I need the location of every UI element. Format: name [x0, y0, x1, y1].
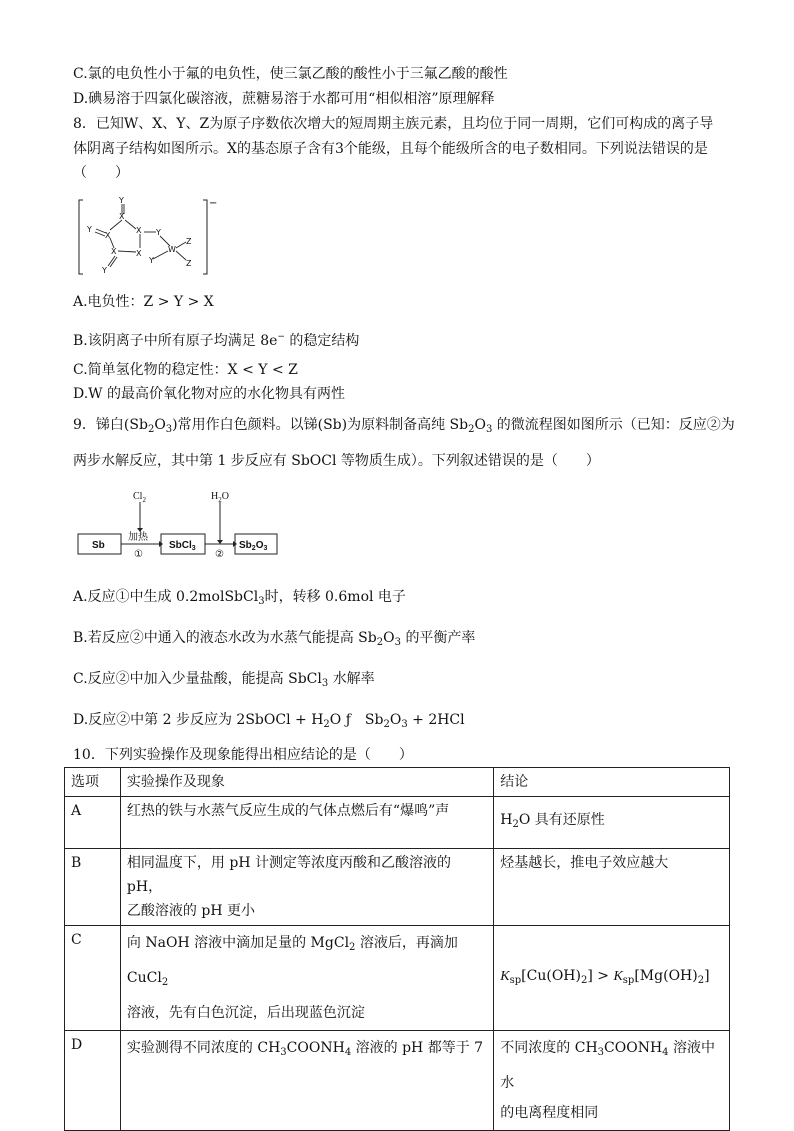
- reagent-cl2: $Cl_2$: [133, 491, 146, 504]
- atom-y-bottom: Y: [149, 256, 154, 265]
- row-c-option: C: [65, 926, 121, 1031]
- q9-stem-line1: 9．锑白$(Sb_2O_3)$常用作白色颜料。以锑(Sb)为原料制备高纯 $Sb_2O_3$ 的微流程图如图所示（已知：反应②为: [73, 417, 735, 435]
- reagent-h2o: $H_2O$: [211, 491, 229, 504]
- row-d-conclusion: 不同浓度的 $CH_3COONH_4$ 溶液中水 的电离程度相同: [494, 1031, 730, 1131]
- step-1-label: ①: [134, 549, 143, 560]
- left-bracket: [79, 200, 83, 274]
- sb-process-flowchart: [75, 485, 280, 560]
- q9-option-b: B.若反应②中通入的液态水改为水蒸气能提高 $Sb_2O_3$ 的平衡产率: [73, 630, 476, 648]
- right-bracket: [203, 200, 207, 274]
- q8-stem-line1: 8．已知W、X、Y、Z为原子序数依次增大的短周期主族元素，且均位于同一周期，它们可构成的离子导: [73, 116, 714, 132]
- row-c-operation: 向 NaOH 溶液中滴加足量的 MgCl$_2$ 溶液后，再滴加 CuCl$_2$ 溶液，先有白色沉淀，后出现蓝色沉淀: [120, 926, 493, 1031]
- table-header-row: [65, 768, 730, 797]
- row-d-option: D: [65, 1031, 121, 1131]
- row-b-conclusion: 烃基越长，推电子效应越大: [494, 849, 730, 926]
- atom-y-bottom-left: Y: [102, 266, 107, 275]
- box-sb2o3-label: $Sb_2O_3$: [239, 540, 268, 552]
- atom-x-left: X: [105, 231, 111, 240]
- row-a-conclusion: $H_2O$ 具有还原性: [494, 797, 730, 849]
- atom-x-mid: X: [136, 249, 142, 258]
- q8-stem-line2: 体阴离子结构如图所示。X的基态原子含有3个能级，且每个能级所含的电子数相同。下列说法错误的是: [73, 141, 708, 157]
- q10-stem: 10．下列实验操作及现象能得出相应结论的是（ ）: [73, 747, 413, 763]
- atom-x-top: X: [119, 212, 125, 221]
- atom-z-upper: Z: [186, 237, 192, 246]
- box-sb-label: Sb: [92, 540, 105, 551]
- q8-option-d: D.W 的最高价氧化物对应的水化物具有两性: [73, 386, 346, 402]
- q9-option-d: D.反应②中第 2 步反应为 2SbOCl + $H_2O$ ƒ $Sb_2O_3 + 2HCl$: [73, 712, 465, 730]
- header-operation: 实验操作及现象: [120, 768, 493, 797]
- atom-x-bottom: X: [111, 247, 117, 256]
- condition-heat: 加热: [128, 532, 148, 543]
- atom-y-right: Y: [156, 228, 161, 237]
- q9-option-c: C.反应②中加入少量盐酸，能提高 SbCl$_3$ 水解率: [73, 671, 375, 689]
- row-c-conclusion: $K_{sp}[Cu(OH)_2] > K_{sp}[Mg(OH)_2]$: [494, 926, 730, 1031]
- atom-x-right: X: [136, 226, 142, 235]
- q8-option-a: A.电负性：Z > Y > X: [73, 294, 214, 310]
- box-sbcl3-label: SbCl$_3$: [169, 540, 196, 552]
- header-option: 选项: [65, 768, 121, 797]
- q8-option-c: C.简单氢化物的稳定性：X < Y < Z: [73, 362, 298, 378]
- q10-table: [64, 767, 730, 1131]
- q7-option-d: D.碘易溶于四氯化碳溶液，蔗糖易溶于水都可用“相似相溶”原理解释: [73, 91, 495, 107]
- atom-z-lower: Z: [186, 259, 192, 268]
- row-a-option: A: [65, 797, 121, 849]
- row-b-operation: 相同温度下，用 pH 计测定等浓度丙酸和乙酸溶液的 pH， 乙酸溶液的 pH 更小: [120, 849, 493, 926]
- q9-stem-line2: 两步水解反应，其中第 1 步反应有 SbOCl 等物质生成）。下列叙述错误的是（ ）: [73, 453, 600, 469]
- row-a-operation: 红热的铁与水蒸气反应生成的气体点燃后有“爆鸣”声: [120, 797, 493, 849]
- q9-option-a: A.反应①中生成 0.2molSbCl$_3$时，转移 0.6mol 电子: [73, 589, 406, 607]
- row-b-option: B: [65, 849, 121, 926]
- step-2-label: ②: [215, 549, 224, 560]
- atom-w: W: [168, 245, 176, 254]
- table-row: [65, 926, 730, 1031]
- atom-y-left: Y: [87, 225, 92, 234]
- table-row: [65, 849, 730, 926]
- charge-label: −: [209, 198, 218, 209]
- row-d-operation: 实验测得不同浓度的 $CH_3COONH_4$ 溶液的 pH 都等于 7: [120, 1031, 493, 1131]
- anion-structure-figure: [78, 196, 218, 278]
- header-conclusion: 结论: [494, 768, 730, 797]
- q8-answer-paren: （ ）: [73, 165, 129, 181]
- q8-option-b: B.该阴离子中所有原子均满足 8e− 的稳定结构: [73, 332, 360, 349]
- q7-option-c: C.氯的电负性小于氟的电负性，使三氯乙酸的酸性小于三氟乙酸的酸性: [73, 66, 508, 82]
- table-row: [65, 1031, 730, 1131]
- table-row: [65, 797, 730, 849]
- atom-y-top: Y: [119, 196, 124, 205]
